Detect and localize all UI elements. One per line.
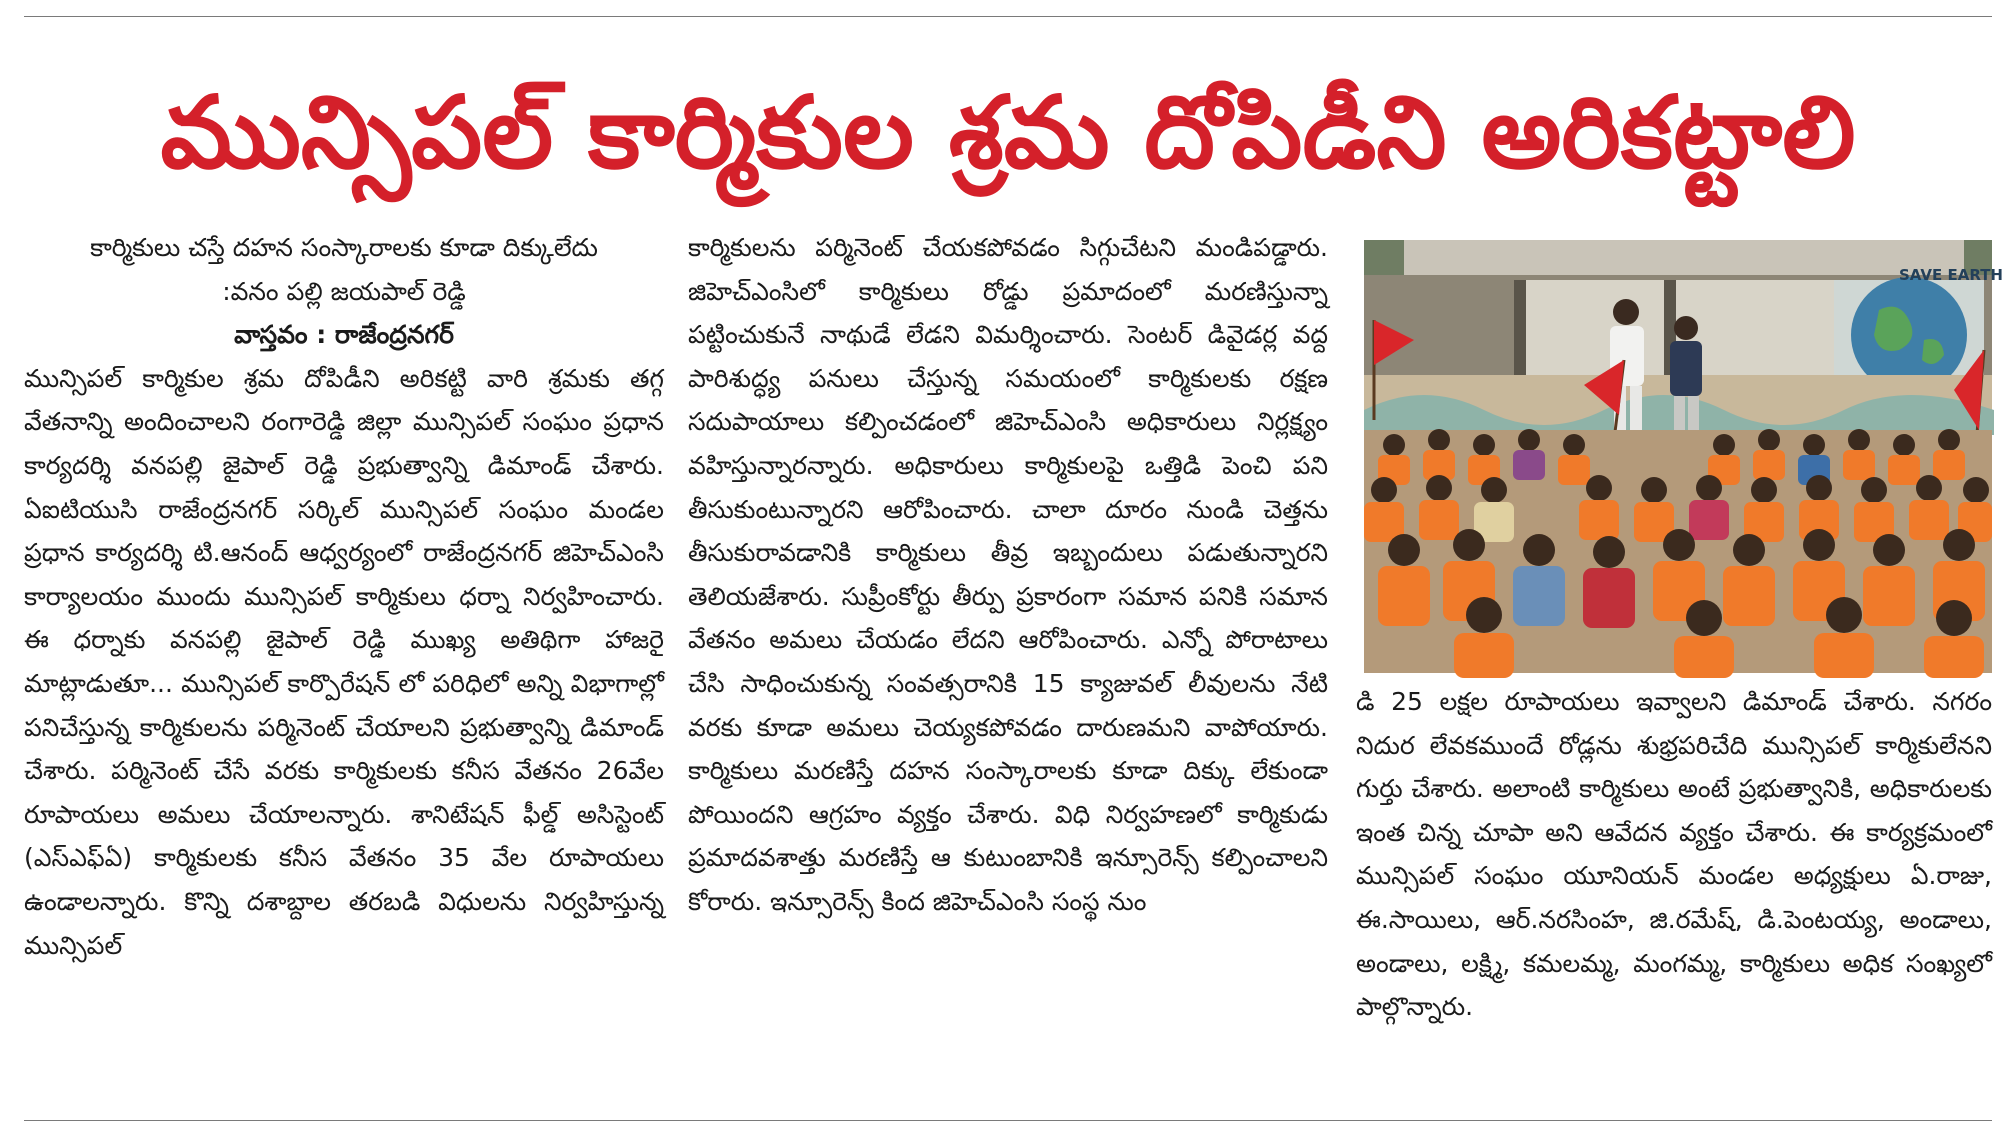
byline-speaker: :వనం పల్లి జయపాల్ రెడ్డి <box>222 276 466 306</box>
article-column-3 <box>1356 680 1992 1029</box>
column-1-text: మున్సిపల్ కార్మికుల శ్రమ దోపిడీని అరికట్టి వారి శ్రమకు తగ్గ వేతనాన్ని అందించాలని రంగారెడ్డి జిల్లా మున్సిపల్ సంఘం ప్రధాన కార్యదర్శి వనపల్లి జైపాల్ రెడ్డి ప్రభుత్వాన్ని డిమాండ్ చేశారు. ఏఐటియుసి రాజేంద్రనగర్ సర్కిల్ మున్సిపల్ సంఘం మండల ప్రధాన కార్యదర్శి టి.ఆనంద్ ఆధ్వర్యంలో రాజేంద్రనగర్ జిహెచ్ఎంసి కార్యాలయం ముందు మున్సిపల్ కార్మికులు ధర్నా నిర్వహించారు. ఈ ధర్నాకు వనపల్లి జైపాల్ రెడ్డి ముఖ్య అతిథిగా హాజరై మాట్లాడుతూ... మున్సిపల్ కార్పొరేషన్ లో పరిధిలో అన్ని విభాగాల్లో పనిచేస్తున్న కార్మికులను పర్మినెంట్ చేయాలని ప్రభుత్వాన్ని డిమాండ్ చేశారు. పర్మినెంట్ చేసే వరకు కార్మికులకు కనీస వేతనం 26వేల రూపాయలు అమలు చేయాలన్నారు. శానిటేషన్ ఫీల్డ్ అసిస్టెంట్ (ఎస్ఎఫ్ఏ) కార్మికులకు కనీస వేతనం 35 వేల రూపాయలు ఉండాలన్నారు. కొన్ని దశాబ్దాల తరబడి విధులను నిర్వహిస్తున్న మున్సిపల్ <box>24 363 664 960</box>
article-column-2 <box>688 226 1328 924</box>
top-rule <box>24 16 1992 17</box>
article-column-1 <box>24 226 664 967</box>
seated-crowd <box>1364 429 1992 678</box>
protest-photo-illustration <box>1364 240 2003 673</box>
wall-text: SAVE EARTH <box>1899 266 2003 284</box>
column-2-text: కార్మికులను పర్మినెంట్ చేయకపోవడం సిగ్గుచేటని మండిపడ్డారు. జిహెచ్ఎంసిలో కార్మికులు రోడ్డు ప్రమాదంలో మరణిస్తున్నా పట్టించుకునే నాథుడే లేడని విమర్శించారు. సెంటర్ డివైడర్ల వద్ద పారిశుద్ధ్య పనులు చేస్తున్న సమయంలో కార్మికులకు రక్షణ సదుపాయాలు కల్పించడంలో జిహెచ్ఎంసి అధికారులు నిర్లక్ష్యం వహిస్తున్నారన్నారు. అధికారులు కార్మికులపై ఒత్తిడి పెంచి పని తీసుకుంటున్నారని ఆరోపించారు. చాలా దూరం నుండి చెత్తను తీసుకురావడానికి కార్మికులు తీవ్ర ఇబ్బందులు పడుతున్నారని తెలియజేశారు. సుప్రీంకోర్టు తీర్పు ప్రకారంగా సమాన పనికి సమాన వేతనం అమలు చేయడం లేదని ఆరోపించారు. ఎన్నో పోరాటాలు చేసి సాధించుకున్న సంవత్సరానికి 15 క్యాజువల్ లీవులను నేటి వరకు కూడా అమలు చెయ్యకపోవడం దారుణమని వాపోయారు. కార్మికులు మరణిస్తే దహన సంస్కారాలకు కూడా దిక్కు లేకుండా పోయిందని ఆగ్రహం వ్యక్తం చేశారు. విధి నిర్వహణలో కార్మికుడు ప్రమాదవశాత్తు మరణిస్తే ఆ కుటుంబానికి ఇన్సూరెన్స్ కల్పించాలని కోరారు. ఇన్సూరెన్స్ కింద జిహెచ్ఎంసి సంస్థ నుం <box>688 233 1328 916</box>
dateline: వాస్తవం : రాజేంద్రనగర్ <box>234 320 454 350</box>
dharna-photo <box>1364 240 2003 673</box>
headline: మున్సిపల్ కార్మికుల శ్రమ దోపిడీని అరికట్టాలి <box>160 74 1856 191</box>
column-3-text: డి 25 లక్షల రూపాయలు ఇవ్వాలని డిమాండ్ చేశారు. నగరం నిదుర లేవకముందే రోడ్లను శుభ్రపరిచేది మున్సిపల్ కార్మికులేనని గుర్తు చేశారు. అలాంటి కార్మికులు అంటే ప్రభుత్వానికి, అధికారులకు ఇంత చిన్న చూపా అని ఆవేదన వ్యక్తం చేశారు. ఈ కార్యక్రమంలో మున్సిపల్ సంఘం యూనియన్ మండల అధ్యక్షులు ఏ.రాజు, ఈ.సాయిలు, ఆర్.నరసింహ, జి.రమేష్, డి.పెంటయ్య, అండాలు, అండాలు, లక్ష్మి, కమలమ్మ, మంగమ్మ, కార్మికులు అధిక సంఖ్యలో పాల్గొన్నారు. <box>1356 687 1992 1022</box>
bottom-rule <box>24 1120 1992 1121</box>
subheadline: కార్మికులు చస్తే దహన సంస్కారాలకు కూడా దిక్కులేదు <box>90 233 598 262</box>
